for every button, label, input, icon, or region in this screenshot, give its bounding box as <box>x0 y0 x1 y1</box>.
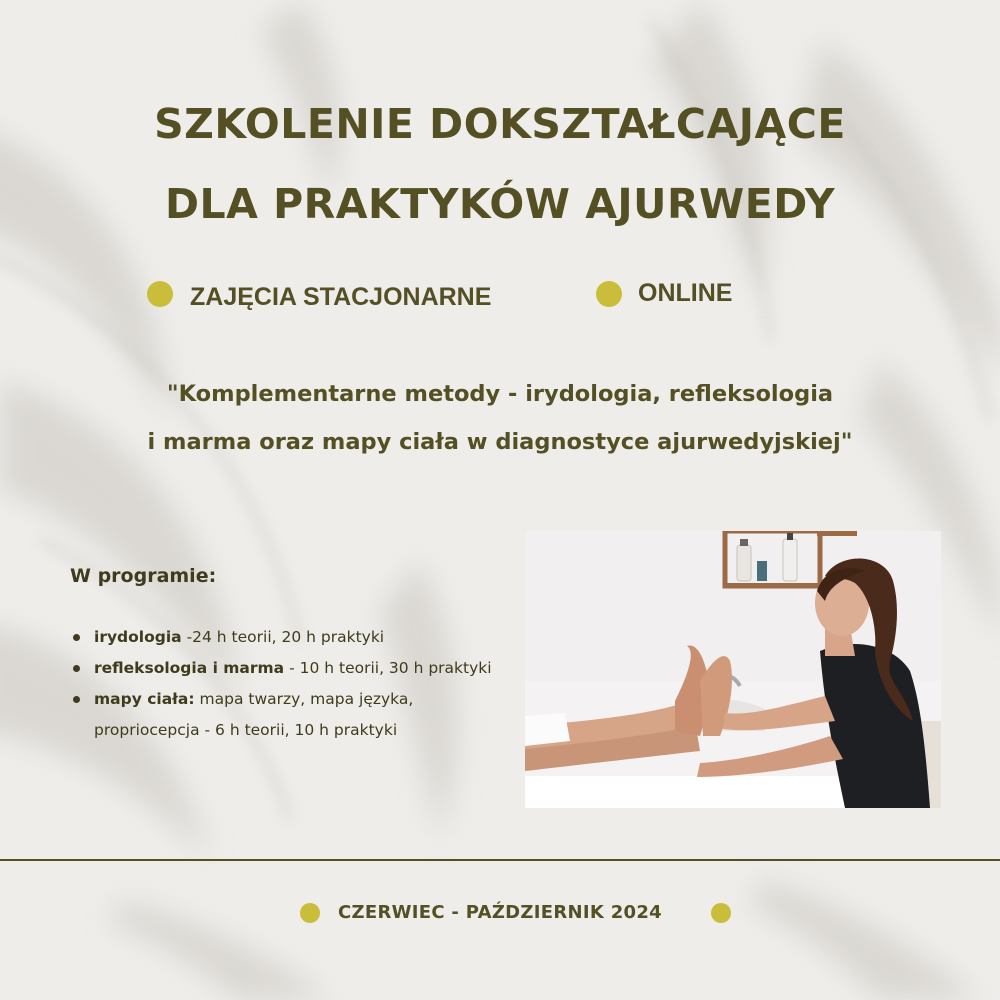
dot-icon <box>596 281 622 307</box>
program-list <box>70 622 500 746</box>
list-item <box>70 622 500 653</box>
page-title <box>0 84 1000 244</box>
bullet-icon <box>73 696 80 703</box>
footer-divider <box>0 859 1000 861</box>
mode-online-label: ONLINE <box>638 279 733 307</box>
therapist-foot-reflexology-photo <box>525 531 941 808</box>
dot-icon <box>711 903 731 923</box>
program-item-title: mapy ciała: <box>94 690 195 708</box>
dot-icon <box>147 281 173 307</box>
program-heading: W programie: <box>70 565 217 587</box>
title-line-1: SZKOLENIE DOKSZTAŁCAJĄCE <box>154 100 846 148</box>
list-item <box>70 653 500 684</box>
subtitle-line-1: "Komplementarne metody - irydologia, refleksologia <box>166 381 834 407</box>
program-item-detail: mapa twarzy, mapa języka, propriocepcja - 6 h teorii, 10 h praktyki <box>94 690 414 739</box>
bullet-icon <box>73 665 80 672</box>
program-item-detail: -24 h teorii, 20 h praktyki <box>181 628 385 646</box>
subtitle-line-2: i marma oraz mapy ciała w diagnostyce ajurwedyjskiej" <box>147 429 853 455</box>
program-item-title: irydologia <box>94 628 182 646</box>
mode-stationary-label: ZAJĘCIA STACJONARNE <box>190 283 492 311</box>
course-dates: CZERWIEC - PAŹDZIERNIK 2024 <box>337 902 663 923</box>
course-subtitle <box>0 370 1000 466</box>
list-item <box>70 684 500 746</box>
program-item-title: refleksologia i marma <box>94 659 285 677</box>
bullet-icon <box>73 634 80 641</box>
photo-illustration <box>525 531 941 808</box>
title-line-2: DLA PRAKTYKÓW AJURWEDY <box>164 180 836 228</box>
program-item-detail: - 10 h teorii, 30 h praktyki <box>284 659 492 677</box>
